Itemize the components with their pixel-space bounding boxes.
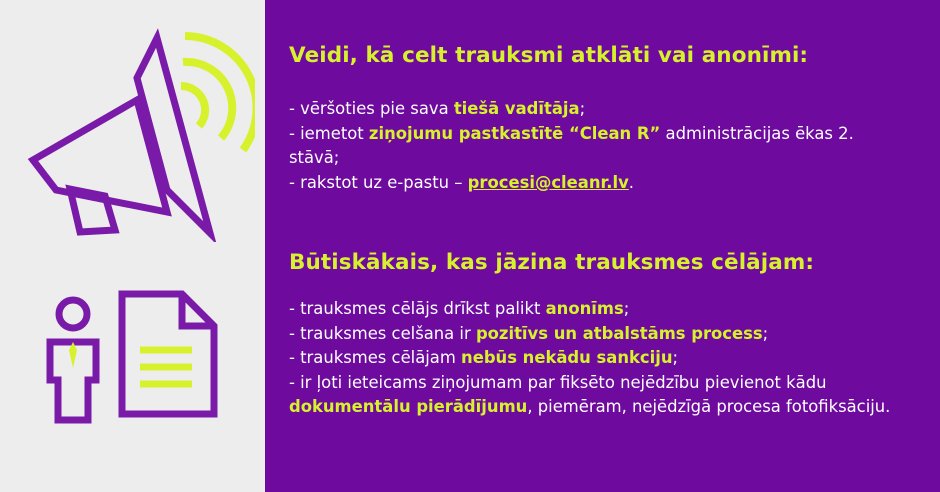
list-item: - trauksmes cēlājs drīkst palikt anonīms;: [289, 299, 630, 318]
icon-panel: [0, 0, 265, 492]
section2-heading: Būtiskākais, kas jāzina trauksmes cēlājam:: [289, 250, 815, 275]
list-item: - ir ļoti ieteicams ziņojumam par fiksēto nejēdzību pievienot kādu dokumentālu pierādījumu, piemēram, nejēdzīgā procesa fotofiksāciju.: [289, 372, 891, 417]
list-item: - trauksmes celšana ir pozitīvs un atbalstāms process;: [289, 323, 769, 343]
list-item: - iemetot ziņojumu pastkastītē “Clean R” administrācijas ēkas 2. stāvā;: [289, 123, 854, 168]
document-icon: [118, 290, 218, 420]
highlight: nebūs nekādu sankciju: [461, 348, 673, 368]
section1-heading: Veidi, kā celt trauksmi atklāti vai anonīmi:: [289, 43, 809, 68]
highlight: tiešā vadītāja: [453, 99, 580, 118]
highlight: dokumentālu pierādījumu: [289, 397, 528, 417]
section2-list: [289, 297, 909, 420]
list-item: - vēršoties pie sava tiešā vadītāja;: [289, 99, 586, 118]
highlight: anonīms: [545, 299, 624, 318]
megaphone-icon: [25, 22, 255, 242]
highlight: ziņojumu pastkastītē “Clean R”: [368, 123, 661, 143]
email-link[interactable]: procesi@cleanr.lv: [467, 172, 629, 192]
text-panel: [265, 0, 940, 492]
highlight: pozitīvs un atbalstāms process: [475, 323, 763, 343]
person-icon: [38, 286, 108, 426]
list-item: - trauksmes cēlājam nebūs nekādu sankciju;: [289, 348, 679, 368]
list-item: - rakstot uz e-pastu – procesi@cleanr.lv.: [289, 172, 635, 192]
section1-list: [289, 97, 909, 195]
